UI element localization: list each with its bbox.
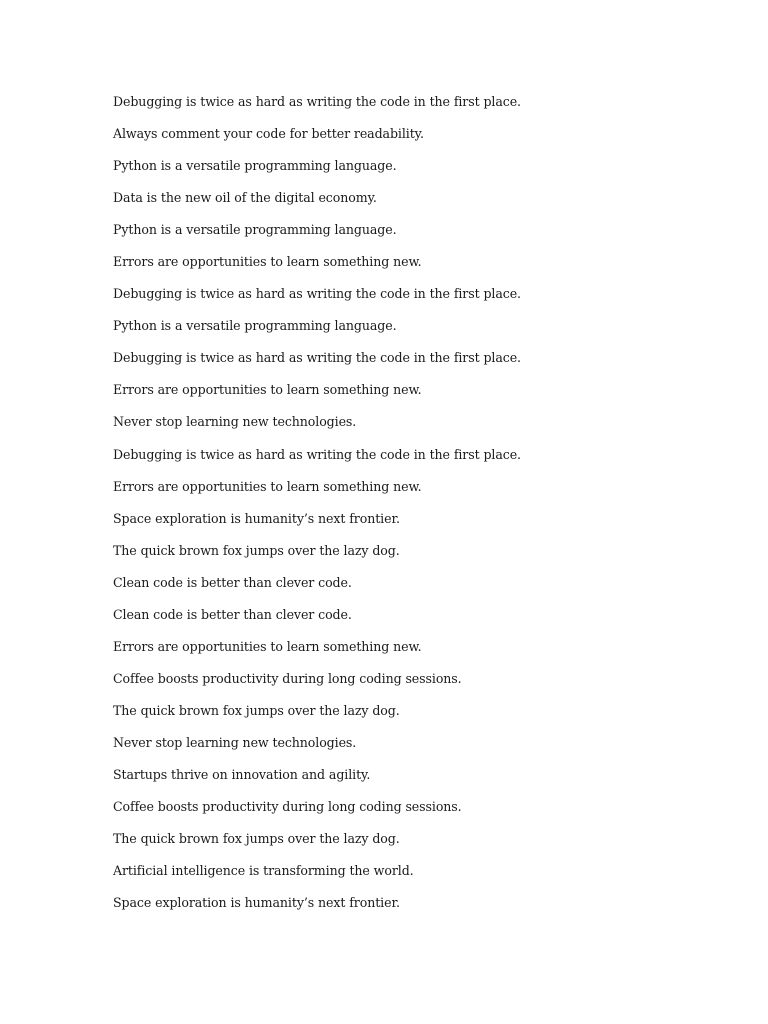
text-line: Clean code is better than clever code. bbox=[113, 574, 352, 590]
text-line: Space exploration is humanity’s next frontier. bbox=[113, 510, 400, 526]
text-line: Debugging is twice as hard as writing the code in the first place. bbox=[113, 286, 521, 302]
text-line: Python is a versatile programming language. bbox=[113, 222, 397, 238]
text-lines bbox=[113, 93, 673, 926]
text-line: Never stop learning new technologies. bbox=[113, 734, 357, 750]
text-line: Startups thrive on innovation and agility. bbox=[113, 766, 371, 782]
text-line: The quick brown fox jumps over the lazy dog. bbox=[113, 702, 400, 718]
text-line: Always comment your code for better readability. bbox=[113, 126, 424, 142]
text-line: Coffee boosts productivity during long coding sessions. bbox=[113, 670, 462, 686]
text-line: Space exploration is humanity’s next frontier. bbox=[113, 895, 400, 911]
text-line: Errors are opportunities to learn something new. bbox=[113, 382, 422, 398]
text-line: Debugging is twice as hard as writing the code in the first place. bbox=[113, 94, 521, 109]
text-line: Debugging is twice as hard as writing the code in the first place. bbox=[113, 446, 521, 462]
text-line: Never stop learning new technologies. bbox=[113, 414, 357, 430]
text-line: The quick brown fox jumps over the lazy dog. bbox=[113, 542, 400, 558]
text-line: Data is the new oil of the digital economy. bbox=[113, 190, 377, 206]
text-line: Errors are opportunities to learn something new. bbox=[113, 638, 422, 654]
text-line: Debugging is twice as hard as writing the code in the first place. bbox=[113, 350, 521, 366]
text-line: Errors are opportunities to learn something new. bbox=[113, 478, 422, 494]
text-line: The quick brown fox jumps over the lazy dog. bbox=[113, 831, 400, 847]
text-line: Python is a versatile programming language. bbox=[113, 318, 397, 334]
text-line: Artificial intelligence is transforming the world. bbox=[113, 863, 414, 879]
text-line: Clean code is better than clever code. bbox=[113, 606, 352, 622]
text-line: Errors are opportunities to learn something new. bbox=[113, 254, 422, 270]
text-line: Python is a versatile programming language. bbox=[113, 158, 397, 174]
text-line: Coffee boosts productivity during long coding sessions. bbox=[113, 799, 462, 815]
